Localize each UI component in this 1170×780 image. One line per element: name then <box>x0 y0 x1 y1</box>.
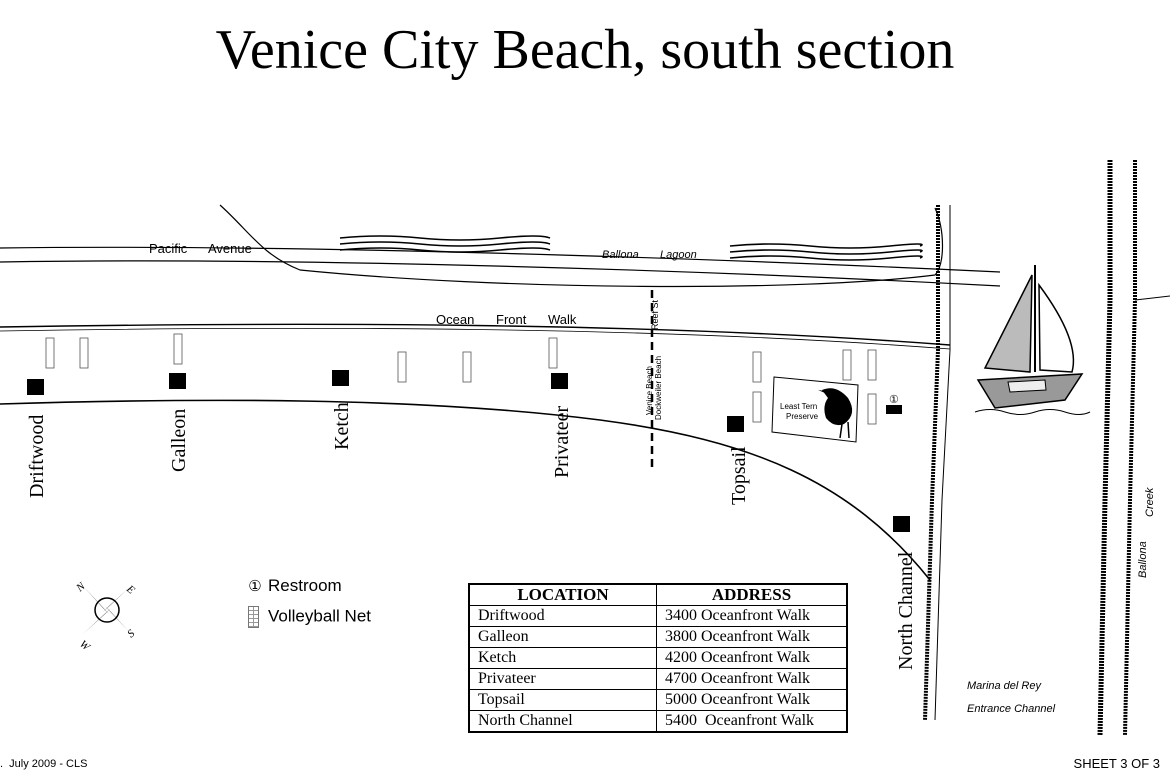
restroom-icon: ① <box>248 578 262 595</box>
compass-label-e: E <box>124 583 137 597</box>
volleyball-net <box>463 352 471 382</box>
compass-label-s: S <box>125 627 138 641</box>
legend-volleyball-net <box>248 606 371 628</box>
sailboat-icon <box>975 265 1090 415</box>
table-header-address: ADDRESS <box>657 584 848 606</box>
lagoon-label-2: Lagoon <box>660 249 697 261</box>
pacific-avenue-label-1: Pacific <box>149 241 188 256</box>
table-cell-location: Driftwood <box>469 606 657 627</box>
reef-street-label: Reef St <box>650 299 660 330</box>
marina-label-1: Marina del Rey <box>967 680 1041 692</box>
table-cell-location: Topsail <box>469 690 657 711</box>
label-privateer: Privateer <box>551 405 573 478</box>
table-row <box>469 711 847 733</box>
table-cell-address: 4200 Oceanfront Walk <box>657 648 848 669</box>
volleyball-net <box>549 338 557 368</box>
volleyball-net <box>174 334 182 364</box>
label-north-channel: North Channel <box>895 551 917 670</box>
shoreline <box>0 400 930 580</box>
label-topsail: Topsail <box>728 446 750 505</box>
ocean-front-walk-line-north <box>0 324 950 345</box>
label-galleon: Galleon <box>168 408 190 472</box>
compass-label-n: N <box>74 580 88 595</box>
lifeguard-tower-driftwood <box>27 379 44 395</box>
legend-restroom-label: Restroom <box>268 576 342 595</box>
ocean-front-walk-label-1: Ocean <box>436 312 475 327</box>
ocean-front-walk-label-2: Front <box>496 312 527 327</box>
preserve-label-1: Least Tern <box>780 402 818 411</box>
ocean-front-walk-label-3: Walk <box>548 312 577 327</box>
table-cell-location: Galleon <box>469 627 657 648</box>
ocean-front-walk-line-south <box>0 328 950 349</box>
lifeguard-tower-privateer <box>551 373 568 389</box>
table-cell-address: 4700 Oceanfront Walk <box>657 669 848 690</box>
legend-restroom <box>248 576 342 597</box>
table-cell-location: Ketch <box>469 648 657 669</box>
volleyball-net <box>80 338 88 368</box>
table-row <box>469 627 847 648</box>
table-header-row <box>469 584 847 606</box>
lifeguard-tower-north-channel <box>893 516 910 532</box>
table-row <box>469 669 847 690</box>
creek-label-1: Ballona <box>1137 541 1149 578</box>
location-address-table <box>468 583 848 733</box>
table-row <box>469 606 847 627</box>
table-header-location: LOCATION <box>469 584 657 606</box>
table-cell-address: 3400 Oceanfront Walk <box>657 606 848 627</box>
table-cell-location: North Channel <box>469 711 657 733</box>
volleyball-net <box>46 338 54 368</box>
creek-label-2: Creek <box>1144 487 1156 517</box>
volleyball-net <box>868 350 876 380</box>
breakwater <box>1125 160 1135 735</box>
breakwater-spur <box>1135 296 1170 300</box>
volleyball-net <box>753 392 761 422</box>
lifeguard-towers <box>27 370 910 532</box>
date-note: . July 2009 - CLS <box>0 758 88 770</box>
label-driftwood: Driftwood <box>26 414 48 498</box>
restroom-building <box>886 405 902 414</box>
table-cell-location: Privateer <box>469 669 657 690</box>
compass-label-w: W <box>77 638 92 654</box>
volleyball-net-icon <box>248 606 259 628</box>
volleyball-net <box>868 394 876 424</box>
label-ketch: Ketch <box>331 402 353 450</box>
pacific-avenue-label-2: Avenue <box>208 241 252 256</box>
boundary-label-dockweiler: Dockweiler Beach <box>654 355 663 420</box>
lagoon-shore <box>220 205 943 286</box>
volleyball-net <box>843 350 851 380</box>
lifeguard-tower-topsail <box>727 416 744 432</box>
volleyball-net <box>398 352 406 382</box>
lifeguard-tower-ketch <box>332 370 349 386</box>
table-row <box>469 690 847 711</box>
map-title: Venice City Beach, south section <box>215 19 955 81</box>
bird-icon <box>818 388 852 438</box>
boundary-label-venice: Venice Beach <box>645 366 654 415</box>
jetty-east <box>1100 160 1110 735</box>
table-row <box>469 648 847 669</box>
compass-rose-icon <box>83 586 131 634</box>
legend-net-label: Volleyball Net <box>268 606 372 626</box>
volleyball-net <box>753 352 761 382</box>
sheet-number: SHEET 3 OF 3 <box>1073 756 1160 771</box>
table-cell-address: 5000 Oceanfront Walk <box>657 690 848 711</box>
table-cell-address: 3800 Oceanfront Walk <box>657 627 848 648</box>
lagoon-label-1: Ballona <box>602 249 639 261</box>
restroom-marker: ① <box>889 394 899 406</box>
marina-label-2: Entrance Channel <box>967 703 1056 715</box>
table-cell-address: 5400 Oceanfront Walk <box>657 711 848 733</box>
preserve-label-2: Preserve <box>786 412 819 421</box>
lifeguard-tower-galleon <box>169 373 186 389</box>
